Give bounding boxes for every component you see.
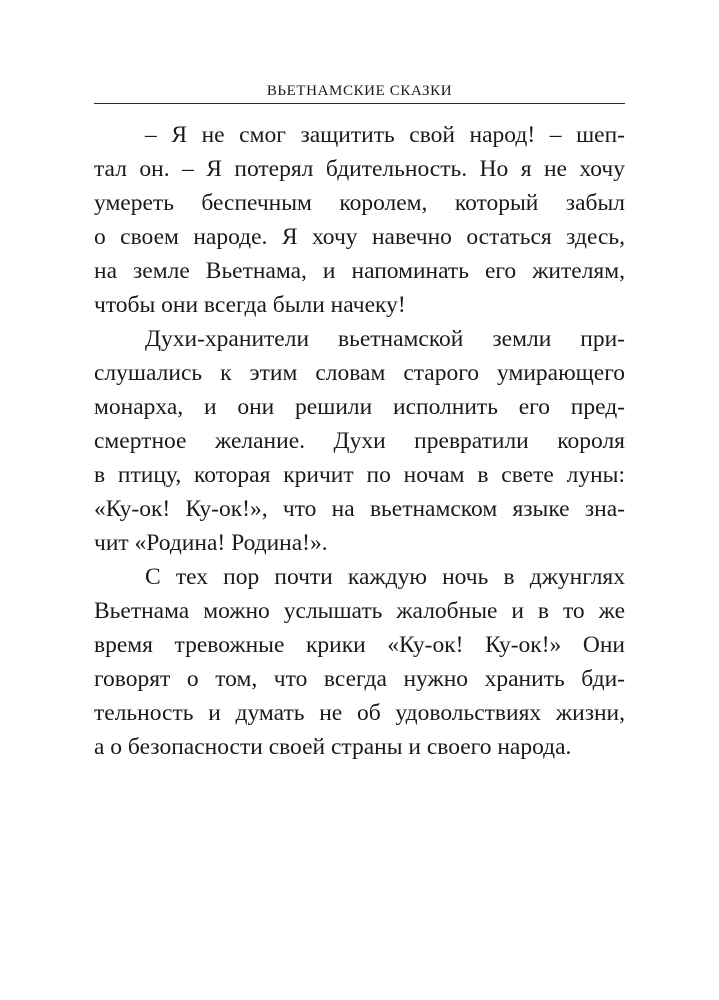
text-line: а о безопасности своей страны и своего народа. bbox=[94, 734, 572, 760]
text-line: Духи-хранители вьетнамской земли при- bbox=[145, 326, 625, 352]
paragraph bbox=[94, 322, 625, 560]
text-line: «Ку-ок! Ку-ок!», что на вьетнамском языке зна- bbox=[94, 496, 625, 522]
text-line: тельность и думать не об удовольствиях жизни, bbox=[94, 700, 625, 726]
paragraph bbox=[94, 560, 625, 764]
book-page bbox=[94, 0, 625, 1000]
text-line: умереть беспечным королем, который забыл bbox=[94, 190, 625, 216]
text-line: С тех пор почти каждую ночь в джунглях bbox=[145, 564, 625, 590]
paragraph bbox=[94, 118, 625, 322]
text-line: – Я не смог защитить свой народ! – шеп- bbox=[145, 122, 625, 148]
text-line: тал он. – Я потерял бдительность. Но я не хочу bbox=[94, 156, 625, 182]
text-line: монарха, и они решили исполнить его пред- bbox=[94, 394, 625, 420]
text-line: говорят о том, что всегда нужно хранить бди- bbox=[94, 666, 625, 692]
running-head: ВЬЕТНАМСКИЕ СКАЗКИ bbox=[266, 83, 453, 99]
text-line: чит «Родина! Родина!». bbox=[94, 530, 328, 556]
header-rule bbox=[94, 103, 625, 104]
text-line: чтобы они всегда были начеку! bbox=[94, 292, 406, 318]
text-line: смертное желание. Духи превратили короля bbox=[94, 428, 625, 454]
text-line: на земле Вьетнама, и напоминать его жителям, bbox=[94, 258, 625, 284]
body-text bbox=[94, 118, 625, 764]
text-line: о своем народе. Я хочу навечно остаться здесь, bbox=[94, 224, 625, 250]
text-line: слушались к этим словам старого умирающего bbox=[94, 360, 625, 386]
text-line: в птицу, которая кричит по ночам в свете луны: bbox=[94, 462, 625, 488]
text-line: Вьетнама можно услышать жалобные и в то же bbox=[94, 598, 625, 624]
text-line: время тревожные крики «Ку-ок! Ку-ок!» Они bbox=[94, 632, 625, 658]
